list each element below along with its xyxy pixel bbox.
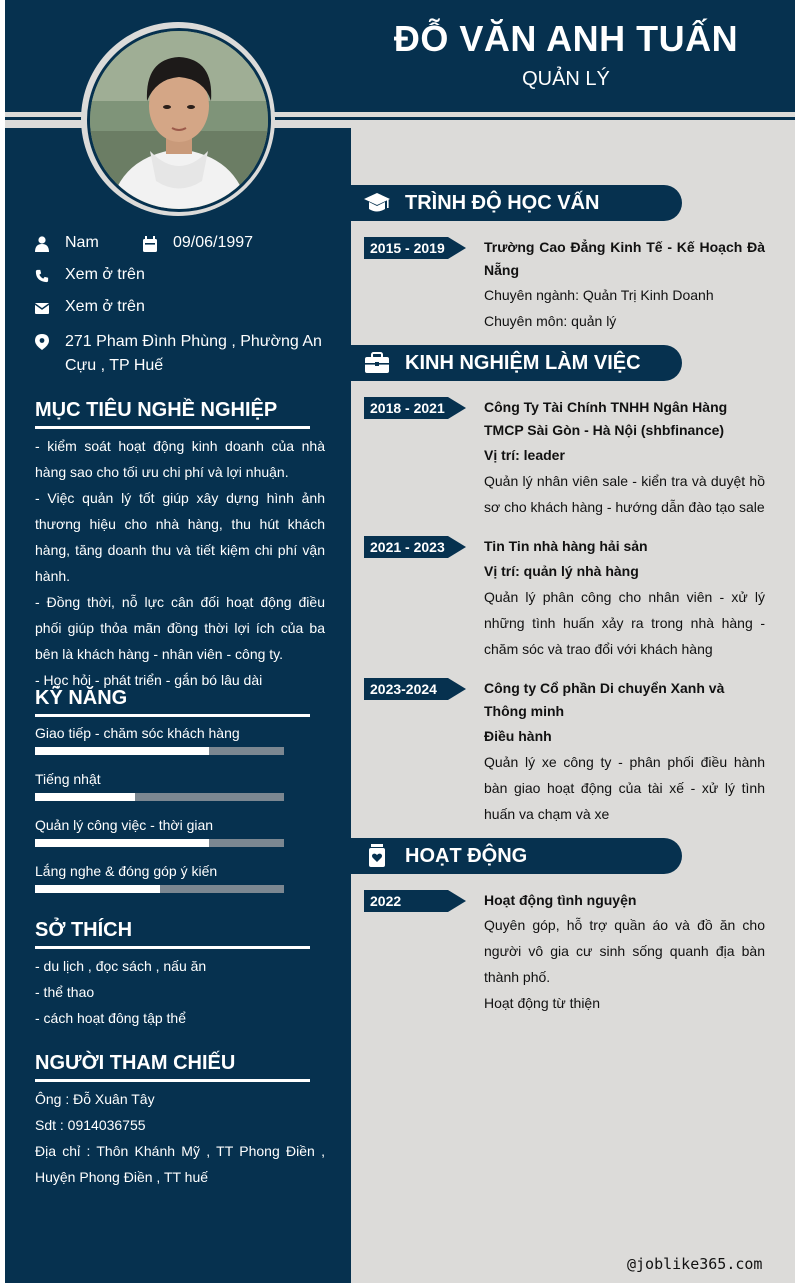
education-major: Chuyên ngành: Quản Trị Kinh Doanh <box>484 287 714 303</box>
job-period: 2023-2024 <box>370 681 437 697</box>
skill-label: Giao tiếp - chăm sóc khách hàng <box>35 725 240 741</box>
job-company: Công Ty Tài Chính TNHH Ngân Hàng TMCP Sài Gòn - Hà Nội (shbfinance) <box>484 399 728 438</box>
address-row <box>35 330 325 378</box>
job-period: 2018 - 2021 <box>370 400 445 416</box>
activity-name: Hoạt động tình nguyện <box>484 892 637 908</box>
skill-bar <box>35 793 284 801</box>
candidate-name: ĐỖ VĂN ANH TUẤN <box>393 18 739 59</box>
activities-header <box>351 838 682 874</box>
skill-level <box>35 793 135 801</box>
education-school: Trường Cao Đẳng Kinh Tế - Kế Hoạch Đà Nẵng <box>484 239 765 278</box>
objective-heading: MỤC TIÊU NGHỀ NGHIỆP <box>35 399 310 429</box>
cv-page <box>5 0 795 1283</box>
skill-bar <box>35 839 284 847</box>
briefcase-icon <box>364 350 390 376</box>
hobby-item: - cách hoạt đông tập thể <box>35 1010 186 1026</box>
reference-phone: Sdt : 0914036755 <box>35 1117 146 1133</box>
email-value: Xem ở trên <box>65 298 145 315</box>
experience-header <box>351 345 682 381</box>
skill-item <box>35 723 325 755</box>
skills-section <box>35 687 325 907</box>
skill-level <box>35 885 160 893</box>
activity-description: Quyên góp, hỗ trợ quần áo và đồ ăn cho người vô gia cư sinh sống quanh địa bàn thành phố. <box>484 917 765 985</box>
skill-item <box>35 861 325 893</box>
graduation-cap-icon <box>364 190 390 216</box>
watermark: @joblike365.com <box>627 1255 763 1273</box>
job-description: Quản lý xe công ty - phân phối điều hành bàn giao hoạt động của tài xế - xử lý tình huấn va chạm và xe <box>484 754 765 822</box>
job-position: Vị trí: leader <box>484 447 565 463</box>
objective-line: - Việc quản lý tốt giúp xây dựng hình ảnh thương hiệu cho nhà hàng, thu hút khách hàng, tăng doanh thu và tiết kiệm chi phí vận hành. <box>35 490 325 584</box>
experience-heading: KINH NGHIỆM LÀM VIỆC <box>405 351 641 374</box>
user-icon <box>35 236 49 252</box>
charity-jar-icon <box>364 843 390 869</box>
phone-value: Xem ở trên <box>65 266 145 283</box>
job-description: Quản lý phân công cho nhân viên - xử lý những tình huấn xảy ra trong nhà hàng - chăm sóc và trao đổi với khách hàng <box>484 589 765 657</box>
avatar-frame <box>81 22 275 216</box>
education-header <box>351 185 682 221</box>
skill-label: Lắng nghe & đóng góp ý kiến <box>35 863 218 879</box>
job-entry <box>484 535 765 662</box>
job-period-tag <box>364 397 466 419</box>
job-position: Vị trí: quản lý nhà hàng <box>484 563 639 579</box>
job-description: Quản lý nhân viên sale - kiển tra và duyệt hồ sơ cho khách hàng - hướng dẫn đào tạo sale <box>484 473 765 515</box>
email-icon <box>35 300 49 316</box>
skill-item <box>35 769 325 801</box>
objective-line: - Học hỏi - phát triển - gắn bó lâu dài <box>35 672 263 688</box>
skills-heading: KỸ NĂNG <box>35 687 310 717</box>
education-heading: TRÌNH ĐỘ HỌC VẤN <box>405 191 600 214</box>
activities-heading: HOẠT ĐỘNG <box>405 844 528 867</box>
skill-label: Quản lý công việc - thời gian <box>35 817 214 833</box>
job-period-tag <box>364 536 466 558</box>
references-heading: NGƯỜI THAM CHIẾU <box>35 1052 310 1082</box>
phone-icon <box>35 268 49 284</box>
job-period-tag <box>364 678 466 700</box>
skill-bar <box>35 747 284 755</box>
job-company: Tin Tin nhà hàng hải sản <box>484 538 648 554</box>
education-specialty: Chuyên môn: quản lý <box>484 313 617 329</box>
avatar <box>90 31 268 209</box>
education-period: 2015 - 2019 <box>370 240 445 256</box>
objective-line: - Đồng thời, nỗ lực cân đối hoạt động điều phối giúp thỏa mãn đồng thời lợi ích của ba bên là khách hàng - nhân viên - công ty. <box>35 594 325 662</box>
birthdate-value: 09/06/1997 <box>173 234 254 251</box>
skill-level <box>35 747 209 755</box>
job-entry <box>484 677 765 827</box>
gender-row <box>35 234 253 252</box>
email-row <box>35 298 145 316</box>
skill-label: Tiếng nhật <box>35 771 101 787</box>
references-section <box>35 1052 325 1190</box>
gender-value: Nam <box>65 234 99 251</box>
address-value: 271 Pham Đình Phùng , Phường An Cựu , TP Huế <box>65 333 322 374</box>
hobbies-section <box>35 919 325 1031</box>
activity-period: 2022 <box>370 893 402 909</box>
reference-name: Ông : Đỗ Xuân Tây <box>35 1091 155 1107</box>
skill-bar <box>35 885 284 893</box>
calendar-icon <box>143 236 157 252</box>
job-company: Công ty Cổ phần Di chuyển Xanh và Thông minh <box>484 680 725 719</box>
hobbies-heading: SỞ THÍCH <box>35 919 310 949</box>
objective-section <box>35 399 325 693</box>
job-period: 2021 - 2023 <box>370 539 445 555</box>
job-entry <box>484 396 765 520</box>
location-pin-icon <box>35 334 49 350</box>
phone-row <box>35 266 145 284</box>
reference-address: Địa chỉ : Thôn Khánh Mỹ , TT Phong Điền , Huyện Phong Điền , TT huế <box>35 1143 325 1185</box>
activity-period-tag <box>364 890 466 912</box>
hobby-item: - du lịch , đọc sách , nấu ăn <box>35 958 207 974</box>
objective-line: - kiểm soát hoạt động kinh doanh của nhà hàng sao cho tối ưu chi phí và lợi nhuận. <box>35 438 325 480</box>
education-entry <box>484 236 765 334</box>
education-period-tag <box>364 237 466 259</box>
hobby-item: - thể thao <box>35 984 95 1000</box>
skill-item <box>35 815 325 847</box>
activity-entry <box>484 889 765 1016</box>
candidate-title: QUẢN LÝ <box>522 68 610 90</box>
skill-level <box>35 839 209 847</box>
activity-extra: Hoạt động từ thiện <box>484 995 601 1011</box>
job-position: Điều hành <box>484 728 552 744</box>
